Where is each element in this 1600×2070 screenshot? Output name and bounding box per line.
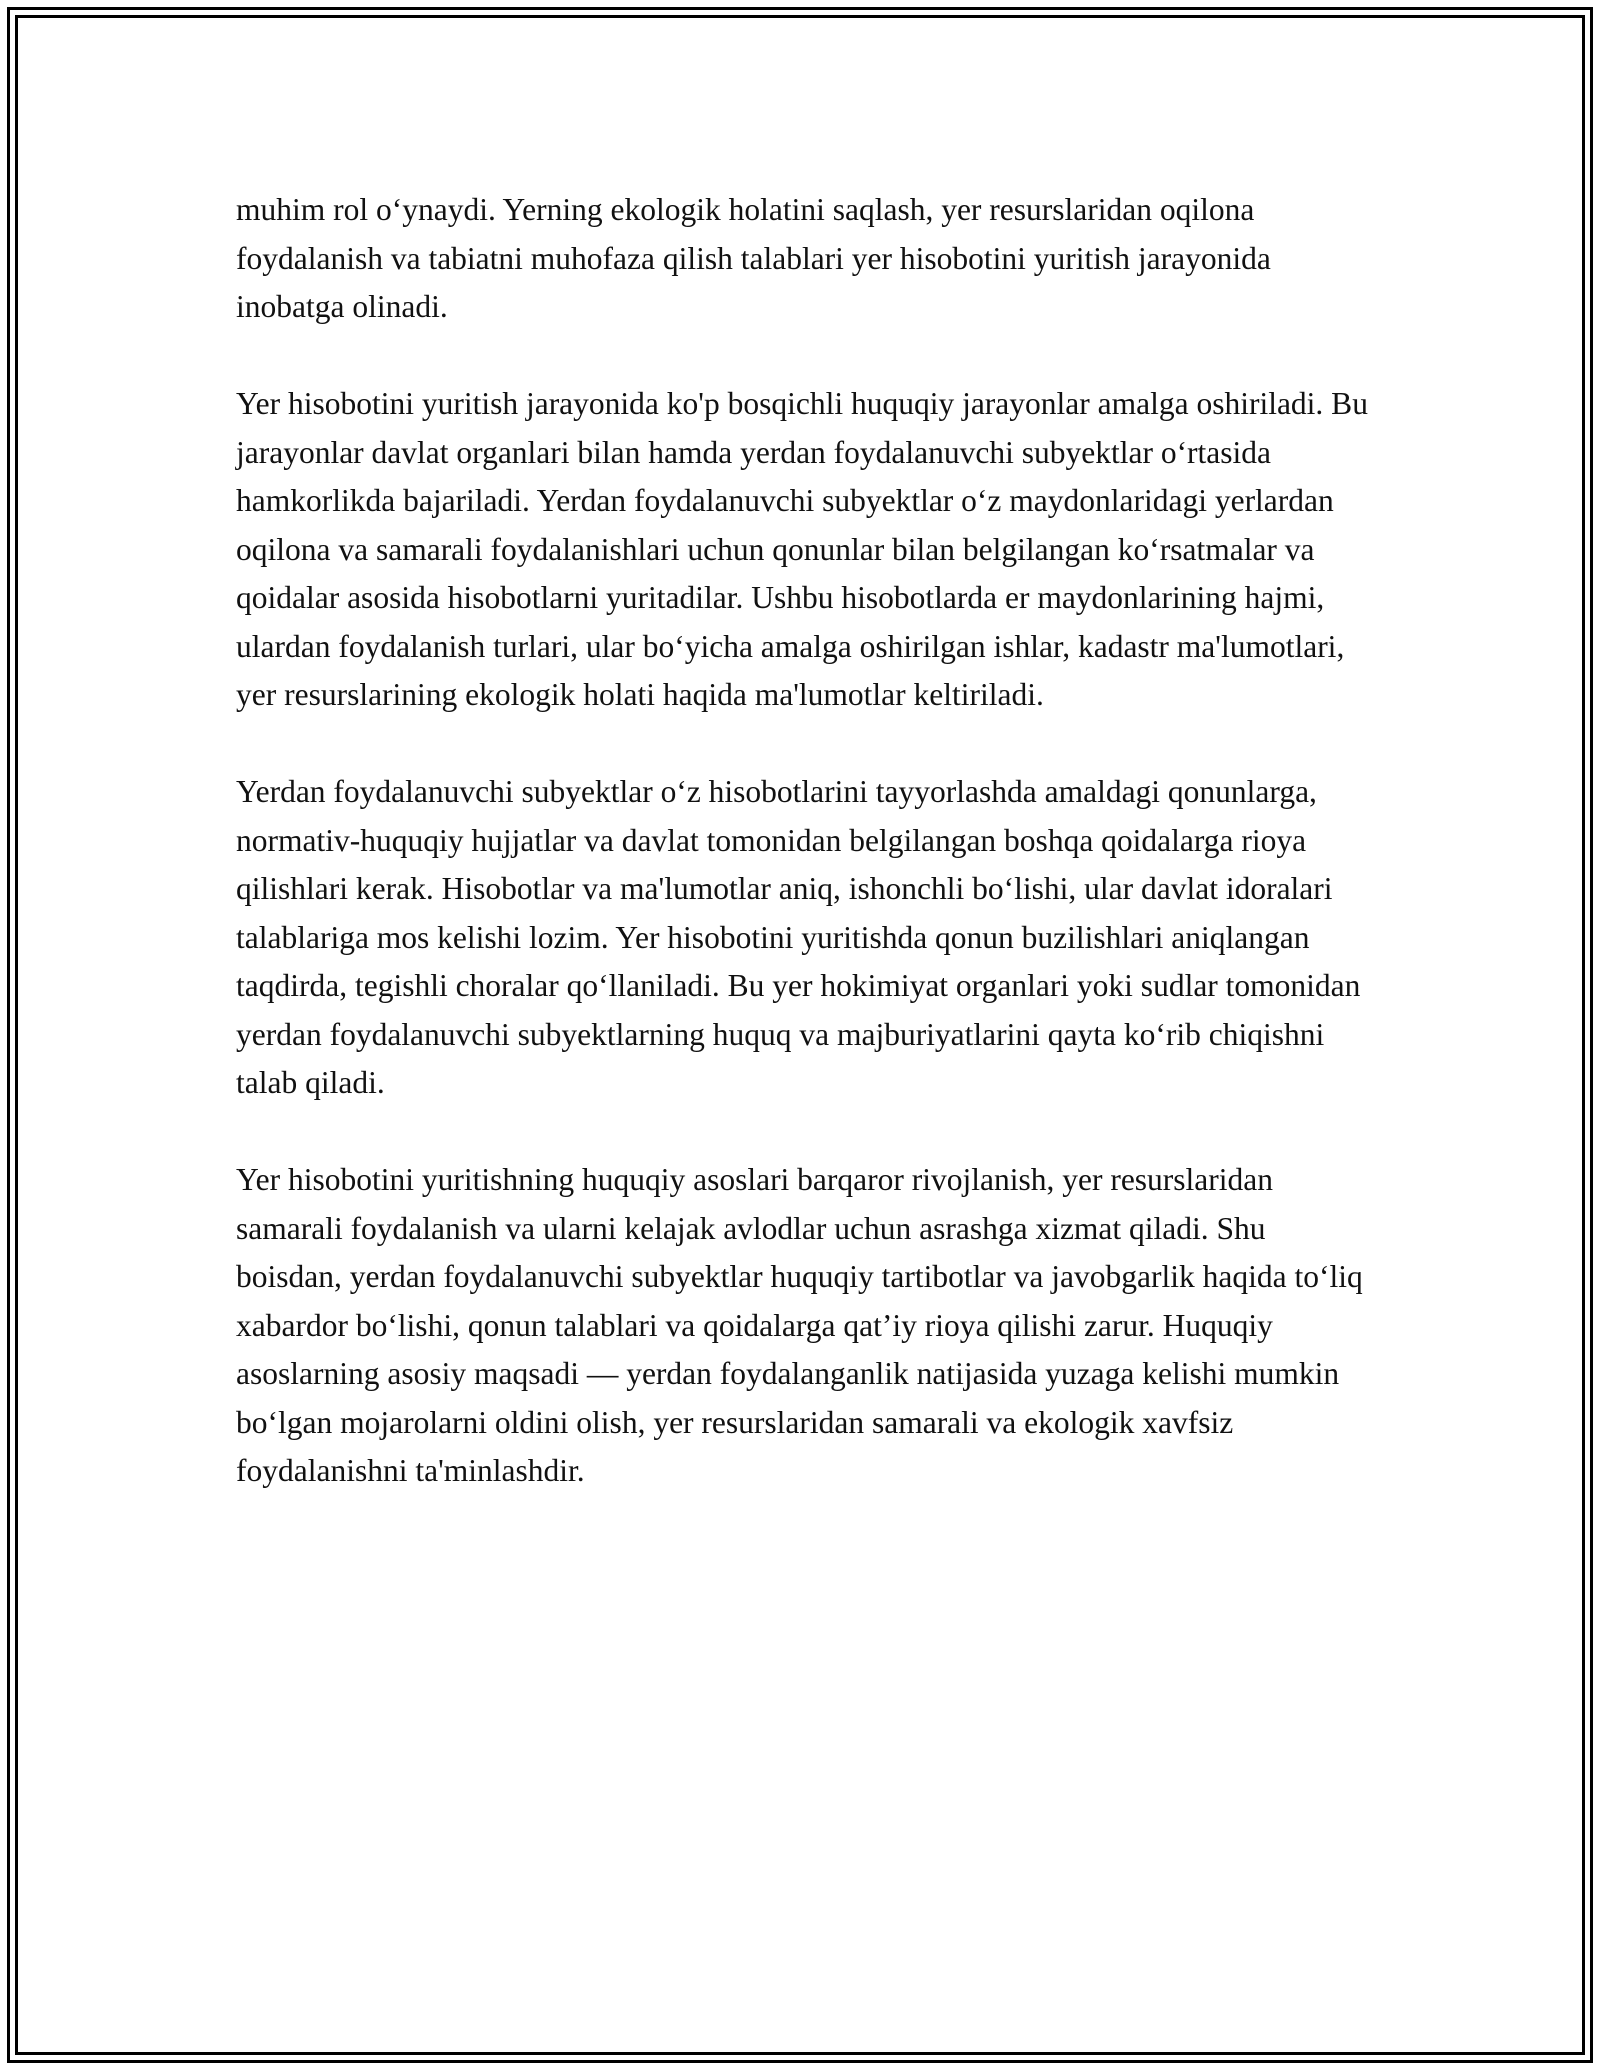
document-body: [236, 186, 1376, 1544]
paragraph-4: Yer hisobotini yuritishning huquqiy asoslari barqaror rivojlanish, yer resurslaridan samarali foydalanish va ularni kelajak avlodlar uchun asrashga xizmat qiladi. Shu boisdan, yerdan foydalanuvchi subyektlar huquqiy tartibotlar va javobgarlik haqida to‘liq xabardor bo‘lishi, qonun talablari va qoidalarga qat’iy rioya qilishi zarur. Huquqiy asoslarning asosiy maqsadi — yerdan foydalanganlik natijasida yuzaga kelishi mumkin bo‘lgan mojarolarni oldini olish, yer resurslaridan samarali va ekologik xavfsiz foydalanishni ta'minlashdir.: [236, 1162, 1363, 1488]
paragraph-3: Yerdan foydalanuvchi subyektlar o‘z hisobotlarini tayyorlashda amaldagi qonunlarga, normativ-huquqiy hujjatlar va davlat tomonidan belgilangan boshqa qoidalarga rioya qilishlari kerak. Hisobotlar va ma'lumotlar aniq, ishonchli bo‘lishi, ular davlat idoralari talablariga mos kelishi lozim. Yer hisobotini yuritishda qonun buzilishlari aniqlangan taqdirda, tegishli choralar qo‘llaniladi. Bu yer hokimiyat organlari yoki sudlar tomonidan yerdan foydalanuvchi subyektlarning huquq va majburiyatlarini qayta ko‘rib chiqishni talab qiladi.: [236, 774, 1361, 1100]
paragraph-2: Yer hisobotini yuritish jarayonida ko'p bosqichli huquqiy jarayonlar amalga oshiriladi. Bu jarayonlar davlat organlari bilan hamda yerdan foydalanuvchi subyektlar o‘rtasida hamkorlikda bajariladi. Yerdan foydalanuvchi subyektlar o‘z maydonlaridagi yerlardan oqilona va samarali foydalanishlari uchun qonunlar bilan belgilangan ko‘rsatmalar va qoidalar asosida hisobotlarni yuritadilar. Ushbu hisobotlarda er maydonlarining hajmi, ulardan foydalanish turlari, ular bo‘yicha amalga oshirilgan ishlar, kadastr ma'lumotlari, yer resurslarining ekologik holati haqida ma'lumotlar keltiriladi.: [236, 386, 1368, 712]
paragraph-1: muhim rol o‘ynaydi. Yerning ekologik holatini saqlash, yer resurslaridan oqilona foydalanish va tabiatni muhofaza qilish talablari yer hisobotini yuritish jarayonida inobatga olinadi.: [236, 192, 1271, 324]
